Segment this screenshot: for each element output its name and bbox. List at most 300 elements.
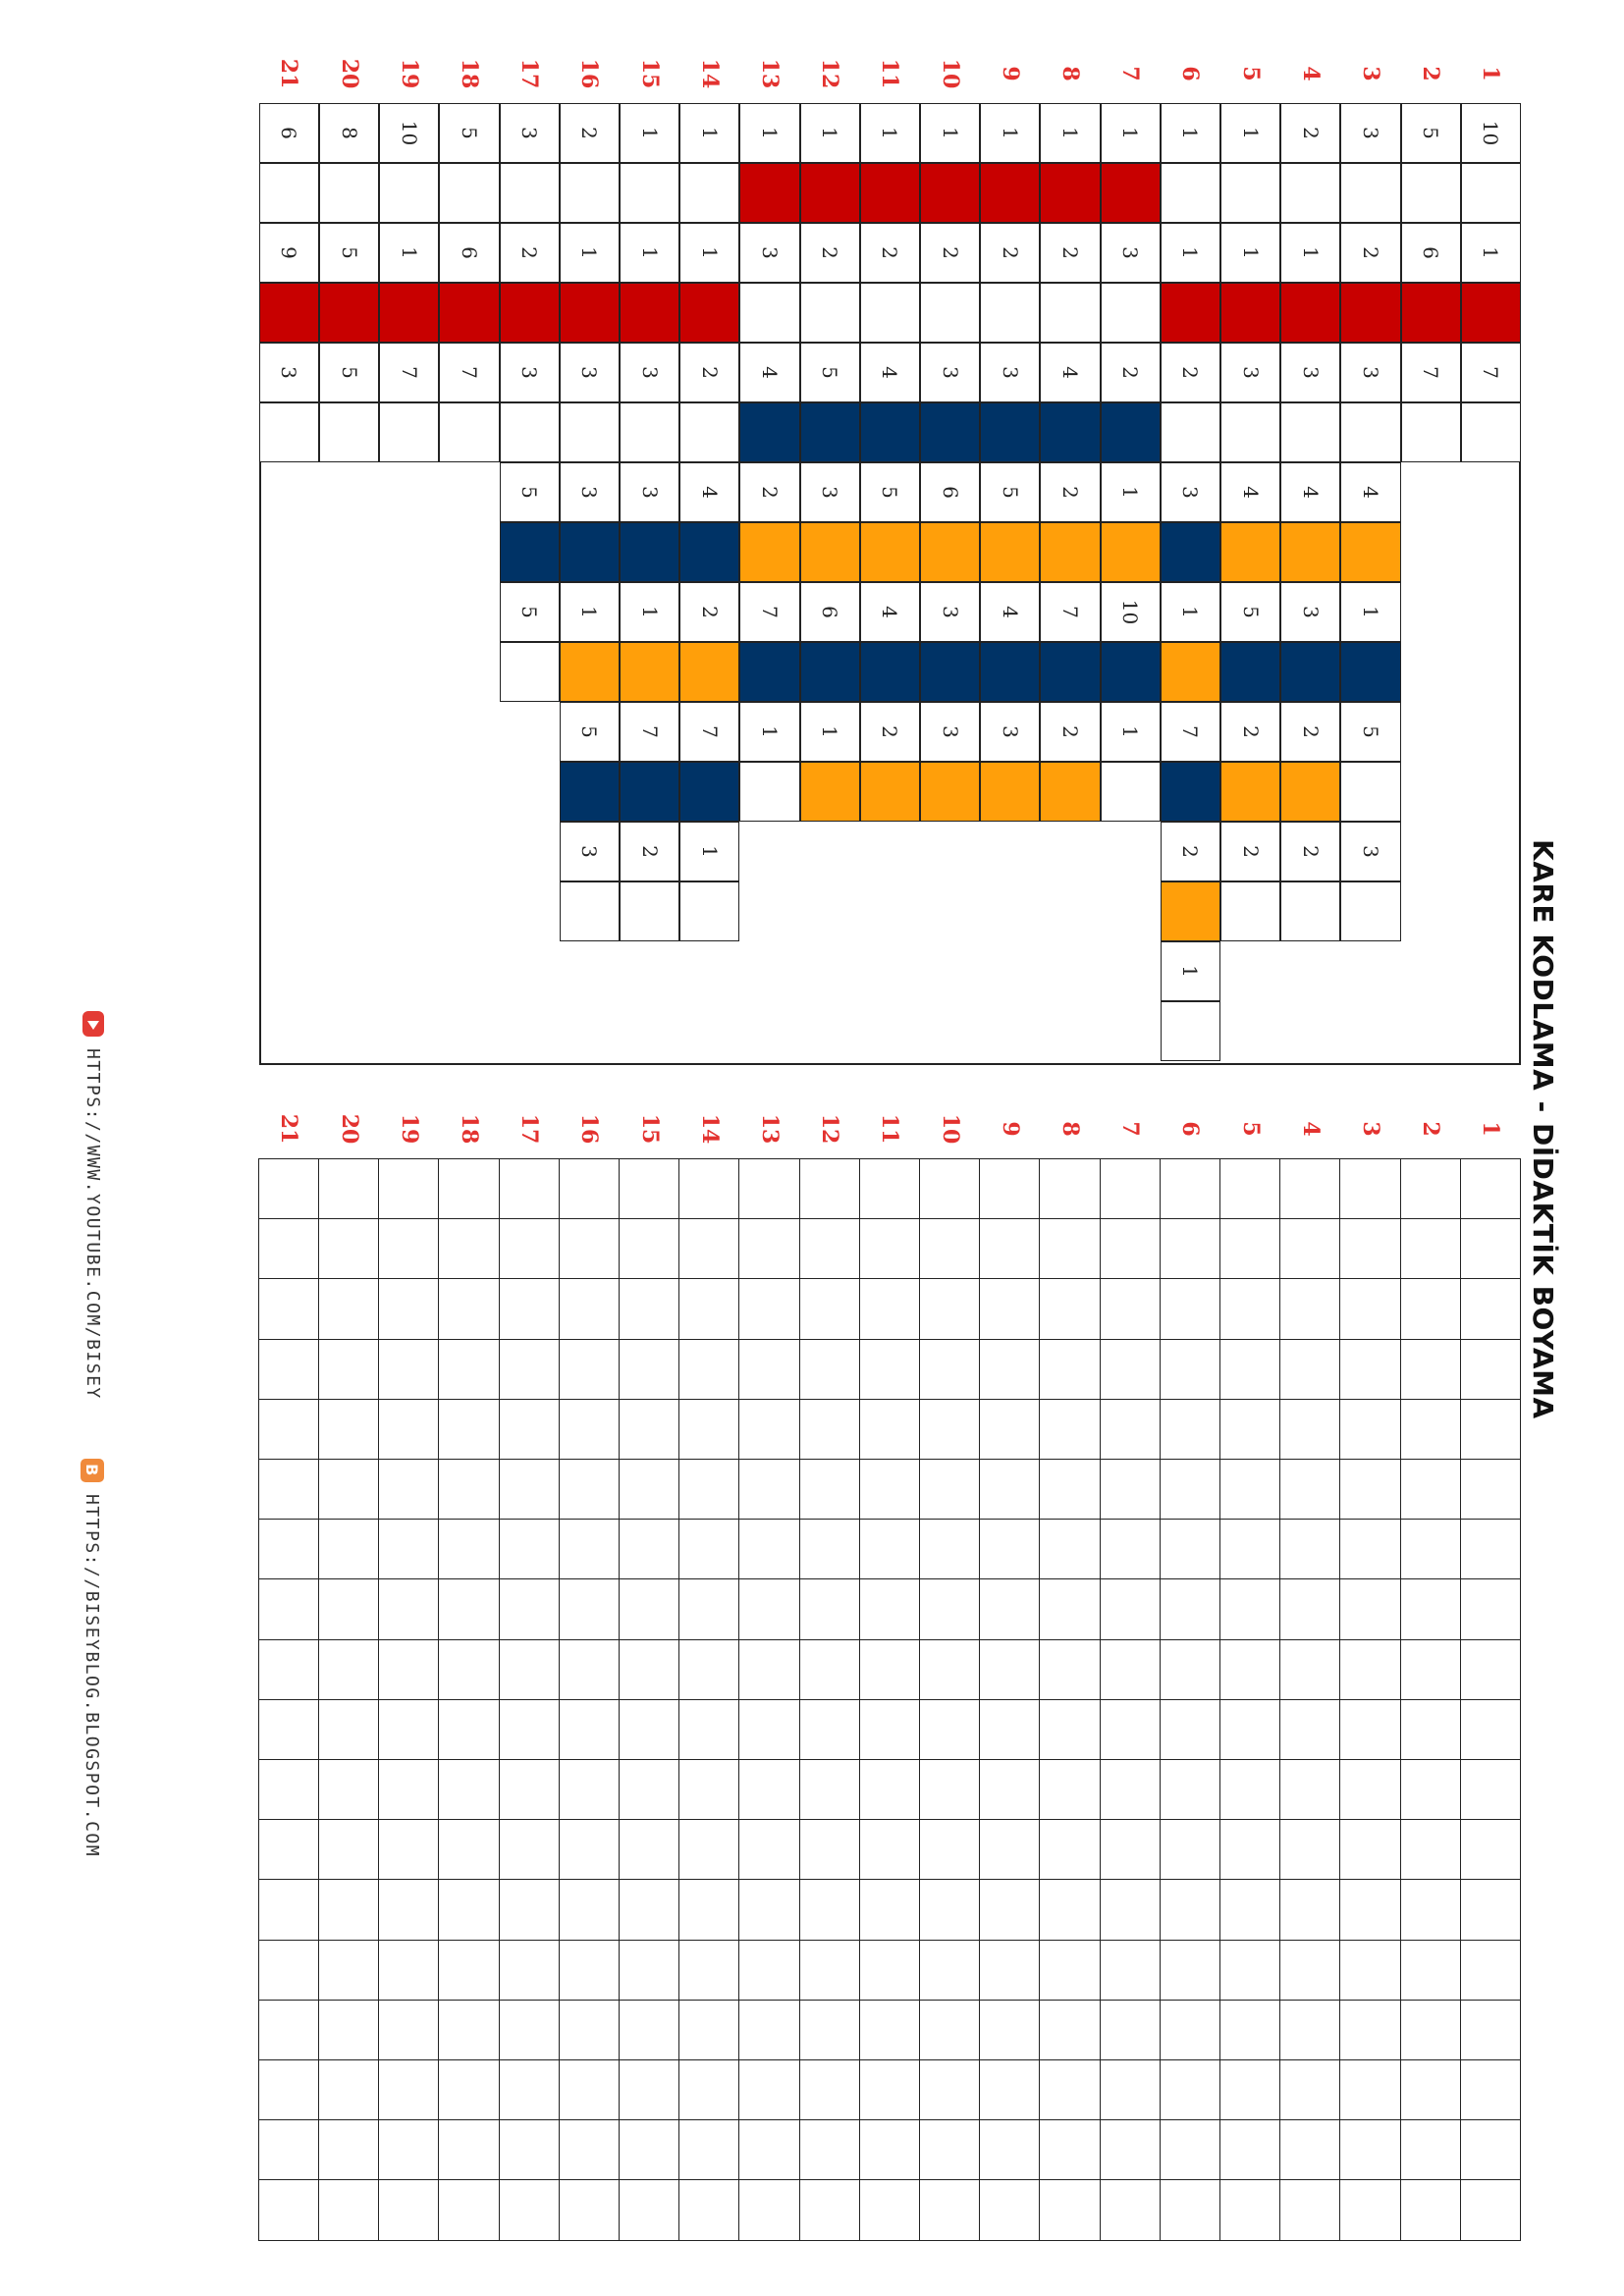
empty-grid-cell[interactable] [1339, 1218, 1400, 1279]
empty-grid-cell[interactable] [1100, 1819, 1161, 1880]
empty-grid-cell[interactable] [979, 2179, 1040, 2240]
empty-grid-cell[interactable] [979, 1819, 1040, 1880]
empty-grid-cell[interactable] [678, 1759, 739, 1820]
empty-grid-cell[interactable] [258, 1399, 319, 1460]
empty-grid-cell[interactable] [1339, 1879, 1400, 1940]
empty-grid-cell[interactable] [738, 1879, 799, 1940]
empty-grid-cell[interactable] [438, 1940, 499, 2001]
empty-grid-cell[interactable] [619, 2119, 679, 2180]
empty-grid-cell[interactable] [318, 2000, 379, 2060]
empty-grid-cell[interactable] [318, 2179, 379, 2240]
empty-grid-cell[interactable] [799, 1459, 860, 1520]
empty-grid-cell[interactable] [678, 1158, 739, 1219]
empty-grid-cell[interactable] [1339, 1158, 1400, 1219]
empty-grid-cell[interactable] [1160, 1639, 1220, 1700]
empty-grid-cell[interactable] [559, 1459, 620, 1520]
empty-grid-cell[interactable] [859, 1459, 920, 1520]
empty-grid-cell[interactable] [559, 2179, 620, 2240]
empty-grid-cell[interactable] [1160, 1578, 1220, 1639]
empty-grid-cell[interactable] [919, 1578, 980, 1639]
empty-grid-cell[interactable] [979, 1578, 1040, 1639]
empty-grid-cell[interactable] [559, 1578, 620, 1639]
empty-grid-cell[interactable] [1400, 2059, 1461, 2120]
empty-grid-cell[interactable] [799, 1940, 860, 2001]
empty-grid-cell[interactable] [378, 2059, 439, 2120]
empty-grid-cell[interactable] [799, 1819, 860, 1880]
empty-grid-cell[interactable] [919, 1519, 980, 1579]
empty-grid-cell[interactable] [919, 2179, 980, 2240]
empty-grid-cell[interactable] [979, 2059, 1040, 2120]
empty-grid-cell[interactable] [378, 1699, 439, 1760]
empty-grid-cell[interactable] [619, 1158, 679, 1219]
empty-grid-cell[interactable] [919, 2059, 980, 2120]
empty-grid-cell[interactable] [919, 2119, 980, 2180]
empty-grid-cell[interactable] [318, 1218, 379, 1279]
empty-grid-cell[interactable] [1100, 1339, 1161, 1400]
empty-grid-cell[interactable] [859, 1940, 920, 2001]
empty-grid-cell[interactable] [1279, 1399, 1340, 1460]
empty-grid-cell[interactable] [1279, 1639, 1340, 1700]
empty-grid-cell[interactable] [859, 2000, 920, 2060]
empty-grid-cell[interactable] [559, 1819, 620, 1880]
empty-grid-cell[interactable] [258, 1218, 319, 1279]
empty-grid-cell[interactable] [678, 1339, 739, 1400]
empty-grid-cell[interactable] [1100, 1940, 1161, 2001]
empty-grid-cell[interactable] [1039, 2059, 1100, 2120]
empty-grid-cell[interactable] [378, 2179, 439, 2240]
empty-grid-cell[interactable] [559, 1399, 620, 1460]
empty-grid-cell[interactable] [1339, 1278, 1400, 1339]
empty-grid-cell[interactable] [1039, 2179, 1100, 2240]
empty-grid-cell[interactable] [738, 1940, 799, 2001]
empty-grid-cell[interactable] [1400, 1278, 1461, 1339]
empty-grid-cell[interactable] [1339, 1759, 1400, 1820]
empty-grid-cell[interactable] [438, 2000, 499, 2060]
empty-grid-cell[interactable] [1460, 1399, 1521, 1460]
empty-grid-cell[interactable] [919, 1158, 980, 1219]
empty-grid-cell[interactable] [919, 1639, 980, 1700]
empty-grid-cell[interactable] [499, 1218, 560, 1279]
empty-grid-cell[interactable] [1460, 1759, 1521, 1820]
empty-grid-cell[interactable] [1400, 1879, 1461, 1940]
empty-grid-cell[interactable] [1219, 1218, 1280, 1279]
empty-grid-cell[interactable] [799, 1879, 860, 1940]
empty-grid-cell[interactable] [1279, 1218, 1340, 1279]
empty-grid-cell[interactable] [1100, 1218, 1161, 1279]
empty-grid-cell[interactable] [499, 1399, 560, 1460]
empty-grid-cell[interactable] [919, 2000, 980, 2060]
empty-grid-cell[interactable] [559, 2000, 620, 2060]
empty-grid-cell[interactable] [799, 2119, 860, 2180]
empty-grid-cell[interactable] [979, 2000, 1040, 2060]
empty-grid-cell[interactable] [1100, 1519, 1161, 1579]
empty-grid-cell[interactable] [1400, 1519, 1461, 1579]
empty-grid-cell[interactable] [1100, 2059, 1161, 2120]
empty-grid-cell[interactable] [499, 1699, 560, 1760]
empty-grid-cell[interactable] [258, 1699, 319, 1760]
empty-grid-cell[interactable] [738, 2059, 799, 2120]
empty-grid-cell[interactable] [799, 1218, 860, 1279]
empty-grid-cell[interactable] [619, 1218, 679, 1279]
empty-grid-cell[interactable] [979, 1278, 1040, 1339]
empty-grid-cell[interactable] [1100, 1879, 1161, 1940]
empty-grid-cell[interactable] [1219, 1339, 1280, 1400]
empty-grid-cell[interactable] [1279, 1940, 1340, 2001]
empty-grid-cell[interactable] [559, 2059, 620, 2120]
empty-grid-cell[interactable] [318, 1399, 379, 1460]
empty-grid-cell[interactable] [1100, 2000, 1161, 2060]
empty-grid-cell[interactable] [258, 1940, 319, 2001]
empty-grid-cell[interactable] [258, 2179, 319, 2240]
empty-grid-cell[interactable] [738, 1639, 799, 1700]
empty-grid-cell[interactable] [738, 2000, 799, 2060]
empty-grid-cell[interactable] [738, 1699, 799, 1760]
empty-grid-cell[interactable] [378, 1940, 439, 2001]
empty-grid-cell[interactable] [919, 1699, 980, 1760]
empty-grid-cell[interactable] [438, 1459, 499, 1520]
empty-grid-cell[interactable] [258, 1158, 319, 1219]
empty-grid-cell[interactable] [1160, 2179, 1220, 2240]
empty-grid-cell[interactable] [859, 1639, 920, 1700]
empty-grid-cell[interactable] [1160, 1699, 1220, 1760]
empty-grid-cell[interactable] [1219, 1699, 1280, 1760]
empty-grid-cell[interactable] [258, 1578, 319, 1639]
empty-grid-cell[interactable] [1339, 1819, 1400, 1880]
empty-grid-cell[interactable] [1460, 1519, 1521, 1579]
empty-grid-cell[interactable] [619, 1759, 679, 1820]
empty-grid-cell[interactable] [1279, 2179, 1340, 2240]
empty-grid-cell[interactable] [1339, 1459, 1400, 1520]
empty-grid-cell[interactable] [619, 1399, 679, 1460]
empty-grid-cell[interactable] [1279, 1278, 1340, 1339]
empty-grid-cell[interactable] [499, 1639, 560, 1700]
empty-grid-cell[interactable] [1100, 2179, 1161, 2240]
empty-grid-cell[interactable] [1039, 1639, 1100, 1700]
empty-grid-cell[interactable] [1160, 1819, 1220, 1880]
empty-grid-cell[interactable] [799, 2000, 860, 2060]
empty-grid-cell[interactable] [1219, 1459, 1280, 1520]
empty-grid-cell[interactable] [979, 1339, 1040, 1400]
empty-grid-cell[interactable] [859, 2059, 920, 2120]
empty-grid-cell[interactable] [979, 2119, 1040, 2180]
empty-grid-cell[interactable] [1160, 1940, 1220, 2001]
empty-grid-cell[interactable] [799, 2059, 860, 2120]
empty-grid-cell[interactable] [1460, 2119, 1521, 2180]
empty-grid-cell[interactable] [1219, 1399, 1280, 1460]
empty-grid-cell[interactable] [799, 1399, 860, 1460]
empty-grid-cell[interactable] [559, 2119, 620, 2180]
empty-grid-cell[interactable] [919, 1759, 980, 1820]
empty-grid-cell[interactable] [738, 2179, 799, 2240]
empty-grid-cell[interactable] [799, 1759, 860, 1820]
empty-grid-cell[interactable] [678, 1819, 739, 1880]
empty-grid-cell[interactable] [258, 1639, 319, 1700]
empty-grid-cell[interactable] [499, 1339, 560, 1400]
empty-grid-cell[interactable] [678, 1699, 739, 1760]
empty-grid-cell[interactable] [1100, 1759, 1161, 1820]
empty-grid-cell[interactable] [1039, 1699, 1100, 1760]
empty-grid-cell[interactable] [619, 1940, 679, 2001]
empty-grid-cell[interactable] [1400, 1819, 1461, 1880]
empty-grid-cell[interactable] [678, 1278, 739, 1339]
empty-grid-cell[interactable] [318, 1639, 379, 1700]
empty-grid-cell[interactable] [559, 1278, 620, 1339]
empty-grid-cell[interactable] [378, 1278, 439, 1339]
empty-grid-cell[interactable] [678, 1519, 739, 1579]
empty-grid-cell[interactable] [799, 1339, 860, 1400]
empty-grid-cell[interactable] [1339, 1399, 1400, 1460]
empty-grid-cell[interactable] [1400, 1459, 1461, 1520]
empty-grid-cell[interactable] [678, 1459, 739, 1520]
empty-grid-cell[interactable] [438, 2059, 499, 2120]
empty-grid-cell[interactable] [678, 2059, 739, 2120]
empty-grid-cell[interactable] [619, 1578, 679, 1639]
empty-grid-cell[interactable] [499, 1158, 560, 1219]
empty-grid-cell[interactable] [1160, 1278, 1220, 1339]
empty-grid-cell[interactable] [678, 2000, 739, 2060]
empty-grid-cell[interactable] [619, 2000, 679, 2060]
empty-grid-cell[interactable] [438, 1399, 499, 1460]
empty-grid-cell[interactable] [799, 1158, 860, 1219]
empty-grid-cell[interactable] [1039, 1218, 1100, 1279]
empty-grid-cell[interactable] [619, 1339, 679, 1400]
empty-grid-cell[interactable] [499, 2000, 560, 2060]
empty-grid-cell[interactable] [1219, 1759, 1280, 1820]
empty-grid-cell[interactable] [1460, 1459, 1521, 1520]
empty-grid-cell[interactable] [1219, 1578, 1280, 1639]
empty-grid-cell[interactable] [438, 2179, 499, 2240]
empty-grid-cell[interactable] [1339, 2179, 1400, 2240]
empty-grid-cell[interactable] [499, 1519, 560, 1579]
empty-grid-cell[interactable] [678, 2179, 739, 2240]
empty-grid-cell[interactable] [678, 1578, 739, 1639]
empty-grid-cell[interactable] [1460, 2000, 1521, 2060]
empty-grid-cell[interactable] [1400, 1639, 1461, 1700]
empty-grid-cell[interactable] [1039, 1578, 1100, 1639]
empty-grid-cell[interactable] [1400, 2119, 1461, 2180]
empty-grid-cell[interactable] [1100, 1399, 1161, 1460]
empty-grid-cell[interactable] [1100, 1459, 1161, 1520]
empty-grid-cell[interactable] [1460, 1278, 1521, 1339]
empty-grid-cell[interactable] [1219, 2000, 1280, 2060]
empty-grid-cell[interactable] [1100, 1578, 1161, 1639]
empty-grid-cell[interactable] [1219, 1879, 1280, 1940]
empty-grid-cell[interactable] [859, 1399, 920, 1460]
empty-grid-cell[interactable] [378, 1459, 439, 1520]
empty-grid-cell[interactable] [1160, 1459, 1220, 1520]
empty-grid-cell[interactable] [1100, 2119, 1161, 2180]
empty-grid-cell[interactable] [559, 1879, 620, 1940]
empty-grid-cell[interactable] [559, 1339, 620, 1400]
empty-grid-cell[interactable] [1039, 1339, 1100, 1400]
empty-grid-cell[interactable] [738, 1578, 799, 1639]
empty-grid-cell[interactable] [1460, 1699, 1521, 1760]
empty-grid-cell[interactable] [1460, 1879, 1521, 1940]
empty-grid-cell[interactable] [1219, 1278, 1280, 1339]
empty-grid-cell[interactable] [378, 2000, 439, 2060]
empty-grid-cell[interactable] [979, 1639, 1040, 1700]
empty-grid-cell[interactable] [979, 1879, 1040, 1940]
empty-grid-cell[interactable] [378, 1218, 439, 1279]
empty-grid-cell[interactable] [1400, 1699, 1461, 1760]
empty-grid-cell[interactable] [1100, 1278, 1161, 1339]
empty-grid-cell[interactable] [318, 1519, 379, 1579]
empty-grid-cell[interactable] [1100, 1699, 1161, 1760]
empty-grid-cell[interactable] [1279, 1879, 1340, 1940]
empty-grid-cell[interactable] [378, 1399, 439, 1460]
empty-grid-cell[interactable] [1039, 1519, 1100, 1579]
empty-grid-cell[interactable] [738, 1759, 799, 1820]
empty-grid-cell[interactable] [1219, 2119, 1280, 2180]
empty-grid-cell[interactable] [1339, 1639, 1400, 1700]
empty-grid-cell[interactable] [1460, 2179, 1521, 2240]
empty-grid-cell[interactable] [859, 1699, 920, 1760]
empty-grid-cell[interactable] [378, 1759, 439, 1820]
empty-grid-cell[interactable] [559, 1699, 620, 1760]
empty-grid-cell[interactable] [678, 1399, 739, 1460]
empty-grid-cell[interactable] [1400, 1578, 1461, 1639]
empty-grid-cell[interactable] [1219, 2059, 1280, 2120]
empty-grid-cell[interactable] [1160, 2059, 1220, 2120]
empty-grid-cell[interactable] [1339, 1940, 1400, 2001]
empty-grid-cell[interactable] [738, 1819, 799, 1880]
empty-grid-cell[interactable] [919, 1459, 980, 1520]
empty-grid-cell[interactable] [499, 1819, 560, 1880]
empty-grid-cell[interactable] [1039, 2119, 1100, 2180]
empty-grid-cell[interactable] [1279, 1459, 1340, 1520]
empty-grid-cell[interactable] [438, 1278, 499, 1339]
empty-grid-cell[interactable] [979, 1158, 1040, 1219]
empty-grid-cell[interactable] [1339, 2000, 1400, 2060]
empty-grid-cell[interactable] [1279, 2000, 1340, 2060]
empty-grid-cell[interactable] [1279, 1819, 1340, 1880]
empty-grid-cell[interactable] [378, 2119, 439, 2180]
empty-grid-cell[interactable] [499, 2059, 560, 2120]
empty-grid-cell[interactable] [1279, 1339, 1340, 1400]
empty-grid-cell[interactable] [1460, 1218, 1521, 1279]
empty-grid-cell[interactable] [859, 1218, 920, 1279]
empty-grid-cell[interactable] [859, 1879, 920, 1940]
empty-grid-cell[interactable] [738, 1399, 799, 1460]
empty-grid-cell[interactable] [499, 2119, 560, 2180]
empty-grid-cell[interactable] [1460, 1639, 1521, 1700]
empty-grid-cell[interactable] [438, 1578, 499, 1639]
empty-grid-cell[interactable] [799, 2179, 860, 2240]
empty-grid-cell[interactable] [1039, 1399, 1100, 1460]
empty-grid-cell[interactable] [1039, 1819, 1100, 1880]
empty-grid-cell[interactable] [979, 1459, 1040, 1520]
empty-grid-cell[interactable] [979, 1940, 1040, 2001]
empty-grid-cell[interactable] [438, 1759, 499, 1820]
empty-grid-cell[interactable] [258, 2119, 319, 2180]
empty-grid-cell[interactable] [1160, 2119, 1220, 2180]
empty-grid-cell[interactable] [619, 1459, 679, 1520]
youtube-link[interactable] [82, 1011, 104, 1400]
empty-grid-cell[interactable] [1039, 1940, 1100, 2001]
empty-grid-cell[interactable] [678, 1940, 739, 2001]
empty-grid-cell[interactable] [1279, 1699, 1340, 1760]
empty-grid-cell[interactable] [919, 1819, 980, 1880]
empty-grid-cell[interactable] [619, 2179, 679, 2240]
empty-grid-cell[interactable] [919, 1218, 980, 1279]
empty-grid-cell[interactable] [1400, 2179, 1461, 2240]
empty-grid-cell[interactable] [678, 1879, 739, 1940]
empty-grid-cell[interactable] [619, 1699, 679, 1760]
empty-grid-cell[interactable] [619, 1278, 679, 1339]
empty-grid-cell[interactable] [738, 1519, 799, 1579]
empty-grid-cell[interactable] [1219, 1940, 1280, 2001]
empty-grid-cell[interactable] [1400, 1940, 1461, 2001]
empty-grid-cell[interactable] [1219, 1639, 1280, 1700]
empty-grid-cell[interactable] [1460, 1819, 1521, 1880]
empty-grid-cell[interactable] [799, 1639, 860, 1700]
blog-link[interactable] [81, 1459, 104, 1857]
empty-grid-cell[interactable] [1039, 1158, 1100, 1219]
empty-grid-cell[interactable] [678, 1639, 739, 1700]
empty-grid-cell[interactable] [738, 1339, 799, 1400]
empty-grid-cell[interactable] [258, 1879, 319, 1940]
empty-grid-cell[interactable] [738, 1218, 799, 1279]
empty-grid-cell[interactable] [738, 1278, 799, 1339]
empty-grid-cell[interactable] [859, 1819, 920, 1880]
empty-grid-cell[interactable] [559, 1759, 620, 1820]
empty-grid-cell[interactable] [979, 1519, 1040, 1579]
empty-grid-cell[interactable] [378, 1339, 439, 1400]
empty-grid-cell[interactable] [859, 1339, 920, 1400]
empty-grid-cell[interactable] [1400, 1339, 1461, 1400]
empty-grid-cell[interactable] [378, 1158, 439, 1219]
empty-grid-cell[interactable] [1339, 2119, 1400, 2180]
empty-grid-cell[interactable] [1160, 2000, 1220, 2060]
empty-grid-cell[interactable] [258, 1519, 319, 1579]
empty-grid-cell[interactable] [738, 2119, 799, 2180]
empty-grid-cell[interactable] [1219, 1819, 1280, 1880]
empty-grid-cell[interactable] [318, 1759, 379, 1820]
empty-grid-cell[interactable] [258, 1339, 319, 1400]
empty-grid-cell[interactable] [1160, 1158, 1220, 1219]
empty-grid-cell[interactable] [859, 2119, 920, 2180]
empty-grid-cell[interactable] [499, 1940, 560, 2001]
empty-grid-cell[interactable] [1400, 2000, 1461, 2060]
empty-grid-cell[interactable] [799, 1519, 860, 1579]
empty-grid-cell[interactable] [499, 1759, 560, 1820]
empty-grid-cell[interactable] [318, 1158, 379, 1219]
empty-grid-cell[interactable] [678, 2119, 739, 2180]
empty-grid-cell[interactable] [859, 2179, 920, 2240]
empty-grid-cell[interactable] [1400, 1759, 1461, 1820]
empty-grid-cell[interactable] [859, 1519, 920, 1579]
empty-grid-cell[interactable] [1039, 2000, 1100, 2060]
empty-grid-cell[interactable] [438, 1218, 499, 1279]
empty-grid-cell[interactable] [919, 1399, 980, 1460]
empty-grid-cell[interactable] [619, 1639, 679, 1700]
empty-grid-cell[interactable] [559, 1940, 620, 2001]
empty-grid-cell[interactable] [378, 1819, 439, 1880]
empty-grid-cell[interactable] [859, 1158, 920, 1219]
empty-grid-cell[interactable] [318, 1879, 379, 1940]
empty-grid-cell[interactable] [1219, 1158, 1280, 1219]
empty-grid-cell[interactable] [438, 1819, 499, 1880]
empty-grid-cell[interactable] [1039, 1759, 1100, 1820]
empty-grid-cell[interactable] [979, 1218, 1040, 1279]
empty-grid-cell[interactable] [919, 1339, 980, 1400]
empty-grid-cell[interactable] [1339, 1339, 1400, 1400]
empty-grid-cell[interactable] [559, 1639, 620, 1700]
empty-grid-cell[interactable] [1460, 1940, 1521, 2001]
empty-grid-cell[interactable] [1160, 1218, 1220, 1279]
empty-grid-cell[interactable] [378, 1519, 439, 1579]
empty-grid-cell[interactable] [919, 1940, 980, 2001]
